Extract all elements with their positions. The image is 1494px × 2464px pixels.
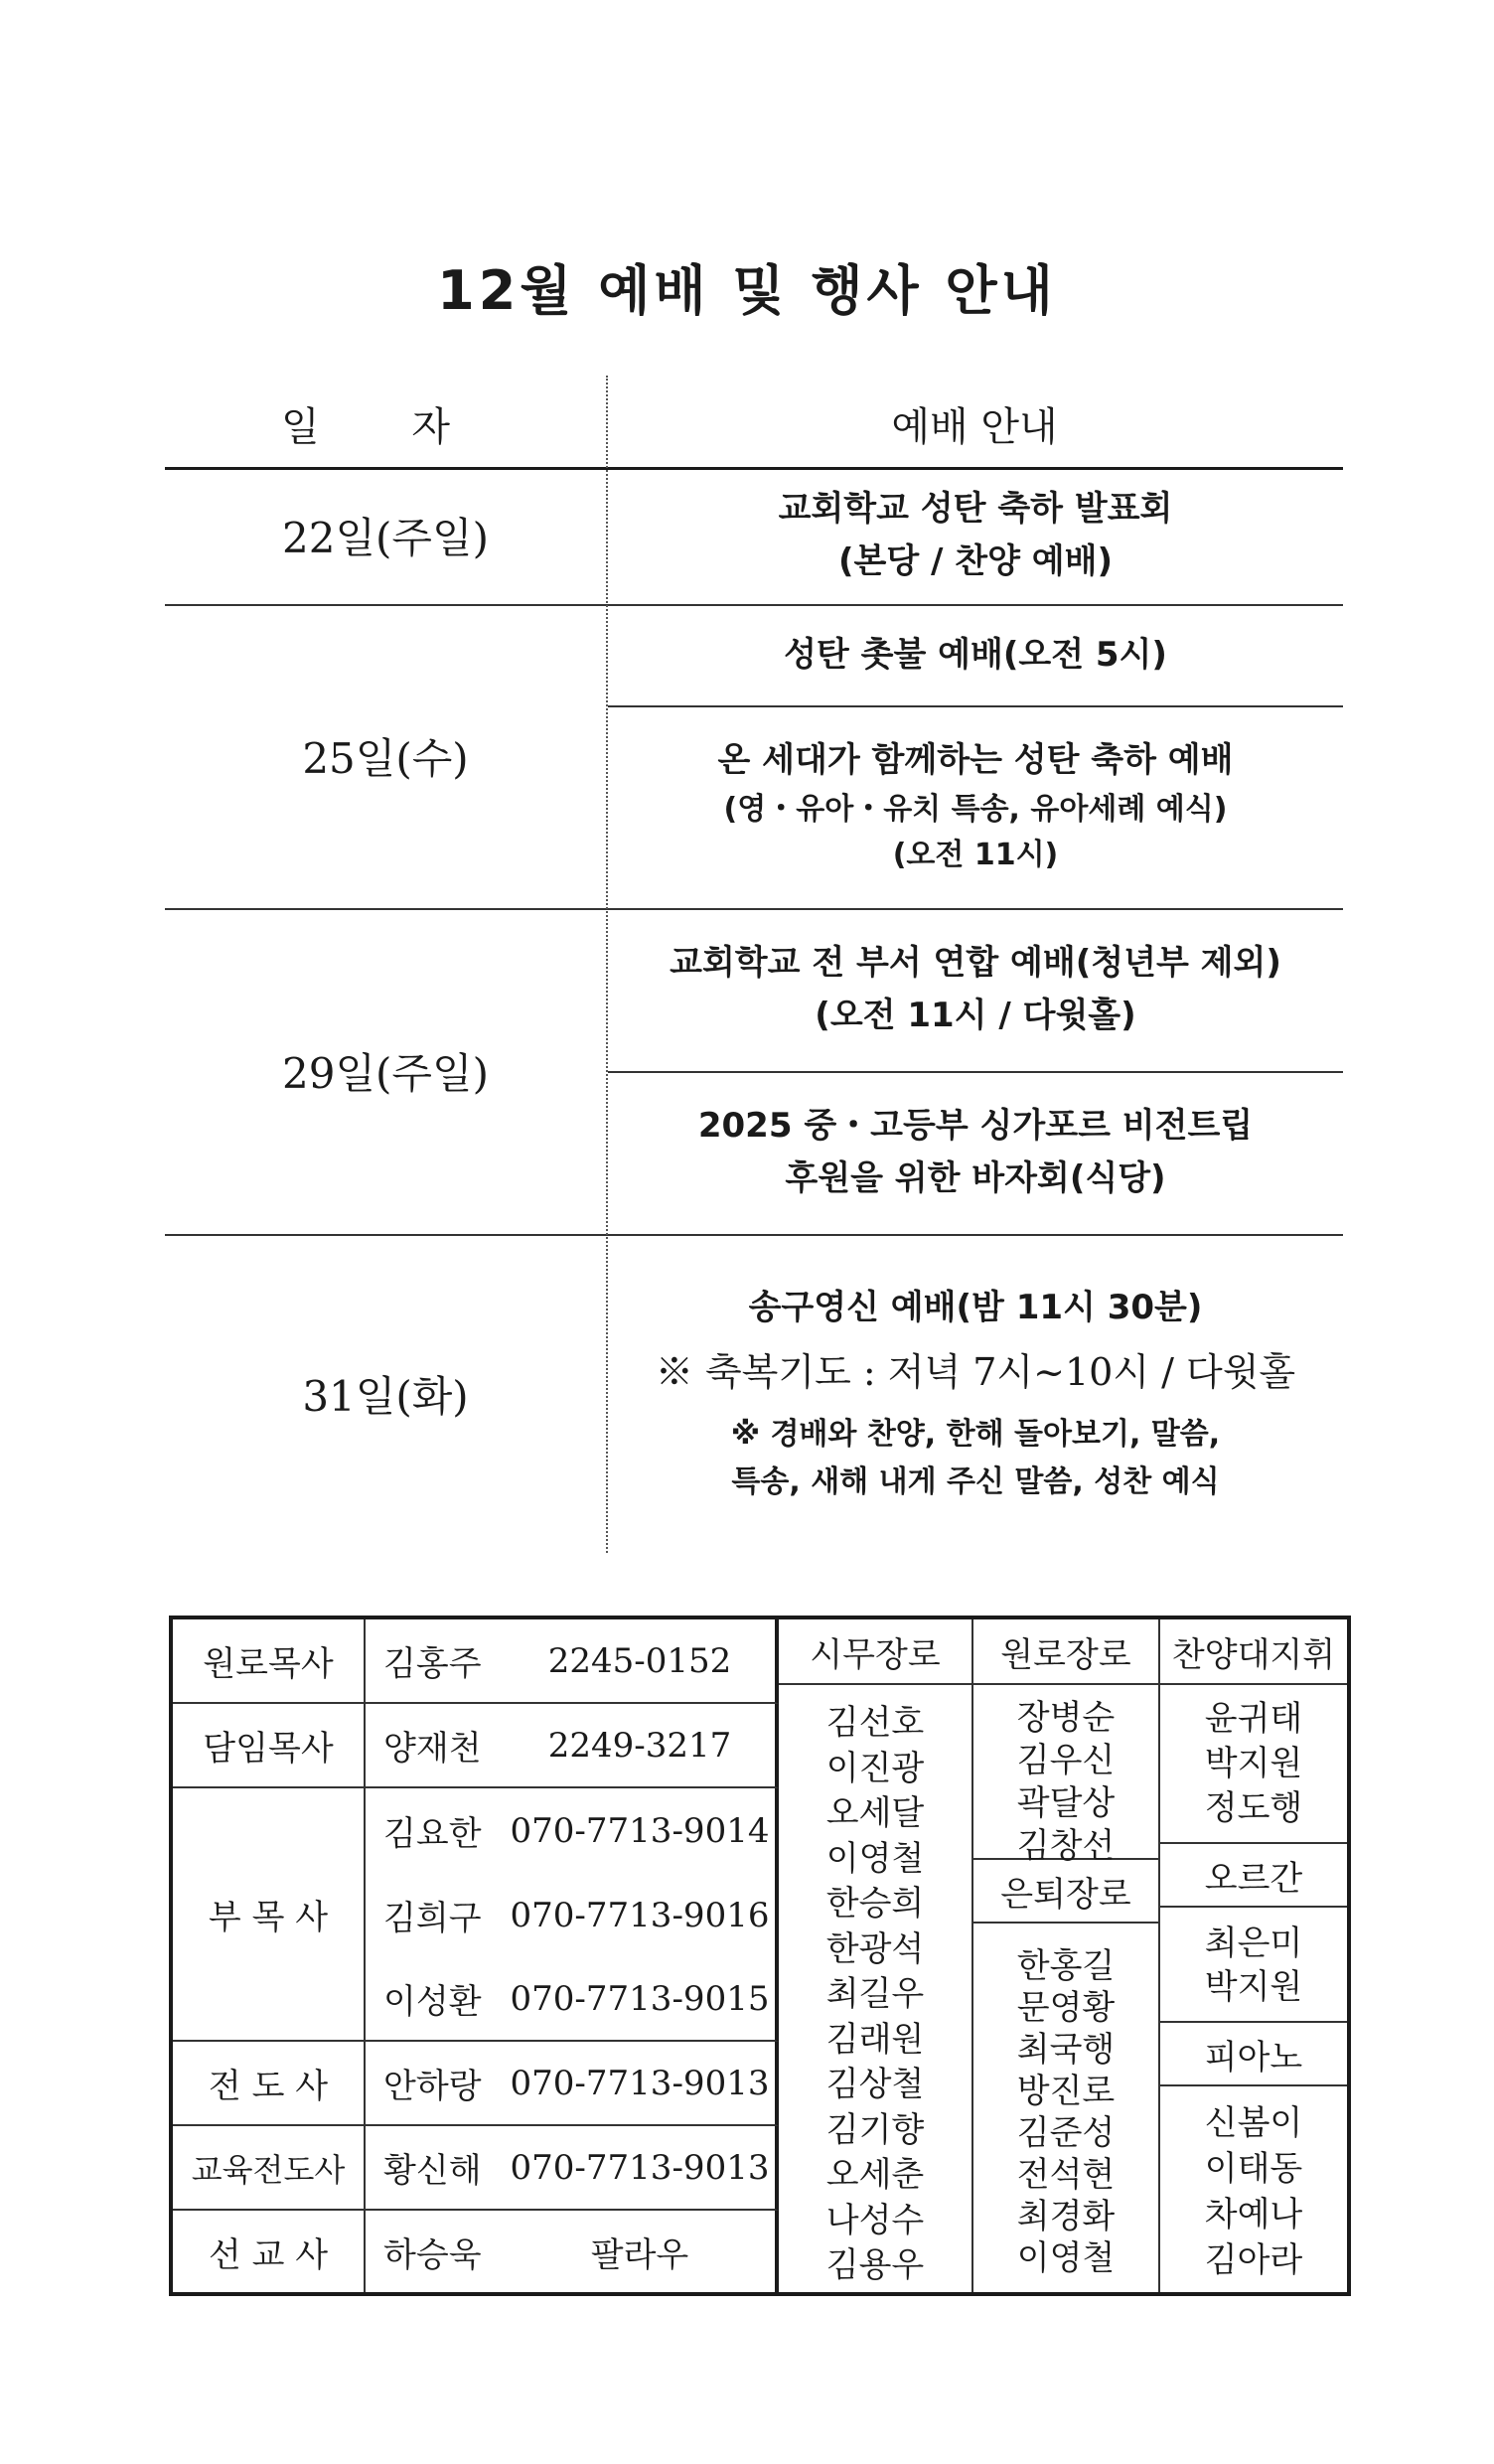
elder-name: 한광석: [825, 1928, 925, 1969]
info-line: ※ 경배와 찬양, 한해 돌아보기, 말씀,: [730, 1417, 1221, 1453]
role-cell: 원로목사: [173, 1619, 366, 1704]
conductor-name: 박지원: [1204, 1744, 1303, 1783]
info-cell-main: [608, 705, 1343, 908]
elder-name: 김용우: [825, 2245, 925, 2285]
phone-cell: 070-7713-9014: [505, 1788, 779, 1873]
schedule-row-31: [165, 1234, 1343, 1553]
info-cell-bazaar: [608, 1071, 1343, 1234]
header-date: 일 자: [281, 404, 490, 450]
conductor-header: 찬양대지휘: [1160, 1619, 1347, 1685]
role-cell: 교육전도사: [173, 2126, 366, 2211]
organ-header: 오르간: [1160, 1844, 1347, 1908]
schedule-table: [165, 376, 1343, 1553]
emeritus-elders-header: 원로장로: [973, 1619, 1160, 1685]
name-cell: 안하랑: [366, 2042, 505, 2126]
schedule-row-29: [165, 908, 1343, 1236]
elder-name: 오세춘: [825, 2155, 925, 2195]
schedule-row-25: [165, 604, 1343, 910]
elder-name: 김우신: [1016, 1741, 1116, 1780]
row-date: 25일(수): [302, 734, 469, 783]
conductor-name: 윤귀태: [1204, 1699, 1303, 1739]
piano-list: [1160, 2086, 1347, 2292]
phone-cell: 2245-0152: [505, 1619, 779, 1704]
info-line: 성탄 촛불 예배(오전 5시): [784, 634, 1167, 675]
name-cell: 김희구: [383, 1899, 482, 1938]
elder-name: 문영황: [1016, 1988, 1116, 2028]
elder-name: 곽달상: [1016, 1783, 1116, 1823]
organist-name: 최은미: [1204, 1924, 1303, 1963]
conductor-list: [1160, 1685, 1347, 1844]
role-cell: 전 도 사: [173, 2042, 366, 2126]
info-cell-joint: [608, 908, 1343, 1073]
role-cell: 선 교 사: [173, 2211, 366, 2292]
header-info: 예배 안내: [891, 404, 1058, 450]
elder-name: 최길우: [825, 1974, 925, 2014]
active-elders-header: 시무장로: [779, 1619, 973, 1685]
name-cell: 이성환: [366, 1957, 505, 2042]
pianist-name: 이태동: [1204, 2149, 1303, 2189]
phone-cell: 070-7713-9013: [505, 2126, 779, 2211]
column-divider: [606, 376, 608, 1553]
column-divider: [364, 1619, 366, 2292]
info-line: 특송, 새해 내게 주신 말씀, 성찬 예식: [731, 1464, 1220, 1500]
schedule-row-22: [165, 467, 1343, 606]
schedule-header: [165, 376, 1343, 470]
info-line: 2025 중・고등부 싱가포르 비전트립: [697, 1106, 1254, 1147]
name-cell: 하승욱: [383, 2234, 482, 2275]
elder-name: 최경화: [1016, 2197, 1116, 2236]
name-cell: 양재천: [366, 1704, 505, 1788]
info-line: (본당 / 찬양 예배): [837, 541, 1114, 581]
elder-name: 전석현: [1016, 2155, 1116, 2195]
elder-name: 김래원: [825, 2019, 925, 2060]
phone-cell: 팔라우: [505, 2211, 779, 2292]
active-elders-list: [779, 1685, 973, 2292]
elder-name: 이진광: [825, 1748, 925, 1788]
row-date: 29일(주일): [282, 1049, 489, 1098]
retired-elders-list: [973, 1924, 1160, 2292]
elder-name: 오세달: [825, 1793, 925, 1833]
organist-name: 박지원: [1204, 1967, 1303, 2007]
elder-name: 김상철: [825, 2065, 925, 2104]
phone-cell: 2249-3217: [505, 1704, 779, 1788]
phone-cell: 070-7713-9013: [505, 2042, 779, 2126]
elder-name: 이영철: [1016, 2238, 1116, 2278]
conductor-name: 정도행: [1204, 1788, 1303, 1828]
elder-name: 이영철: [825, 1838, 925, 1879]
pianist-name: 차예나: [1204, 2195, 1303, 2234]
info-line: 후원을 위한 바자회(식당): [785, 1158, 1166, 1198]
retired-elders-header: 은퇴장로: [973, 1860, 1160, 1924]
role-cell: 부 목 사: [173, 1788, 366, 2042]
info-line: 교회학교 전 부서 연합 예배(청년부 제외): [670, 943, 1281, 984]
elder-name: 한홍길: [1016, 1946, 1116, 1986]
elder-name: 김선호: [825, 1703, 925, 1743]
pianist-name: 신봄이: [1204, 2103, 1303, 2143]
elder-name: 김기향: [825, 2109, 925, 2150]
info-line: (영・유아・유치 특송, 유아세례 예식): [723, 791, 1228, 827]
staff-table: [169, 1616, 1351, 2296]
name-cell: 황신해: [366, 2126, 505, 2211]
role-cell: 담임목사: [173, 1704, 366, 1788]
elder-name: 장병순: [1016, 1698, 1116, 1738]
elder-name: 김준성: [1016, 2113, 1116, 2153]
info-line: 온 세대가 함께하는 성탄 축하 예배: [717, 740, 1234, 781]
info-line: ※ 축복기도 : 저녁 7시~10시 / 다윗홀: [655, 1350, 1296, 1395]
phone-cell: 070-7713-9016: [505, 1873, 779, 1957]
elder-name: 한승희: [825, 1884, 925, 1924]
info-line: 교회학교 성탄 축하 발표회: [778, 489, 1173, 530]
piano-header: 피아노: [1160, 2023, 1347, 2086]
row-info: [608, 1234, 1343, 1553]
organ-list: [1160, 1908, 1347, 2023]
info-line: 송구영신 예배(밤 11시 30분): [748, 1287, 1203, 1327]
elder-name: 최국행: [1016, 2030, 1116, 2070]
elder-name: 김창선: [1016, 1826, 1116, 1866]
row-date: 22일(주일): [282, 514, 489, 562]
page-title: 12월 예배 및 행사 안내: [437, 259, 1057, 322]
info-line: (오전 11시): [892, 838, 1059, 873]
name-cell: 김요한: [383, 1814, 482, 1854]
elder-name: 방진로: [1016, 2072, 1116, 2111]
pianist-name: 김아라: [1204, 2240, 1303, 2280]
row-info: [608, 467, 1343, 604]
elder-name: 나성수: [825, 2200, 925, 2240]
phone-cell: 070-7713-9015: [505, 1957, 779, 2042]
info-cell-dawn: [608, 604, 1343, 707]
row-date: 31일(화): [302, 1371, 469, 1421]
name-cell: 김홍주: [366, 1619, 505, 1704]
info-line: (오전 11시 / 다윗홀): [815, 996, 1136, 1035]
emeritus-elders-list: [973, 1685, 1160, 1866]
